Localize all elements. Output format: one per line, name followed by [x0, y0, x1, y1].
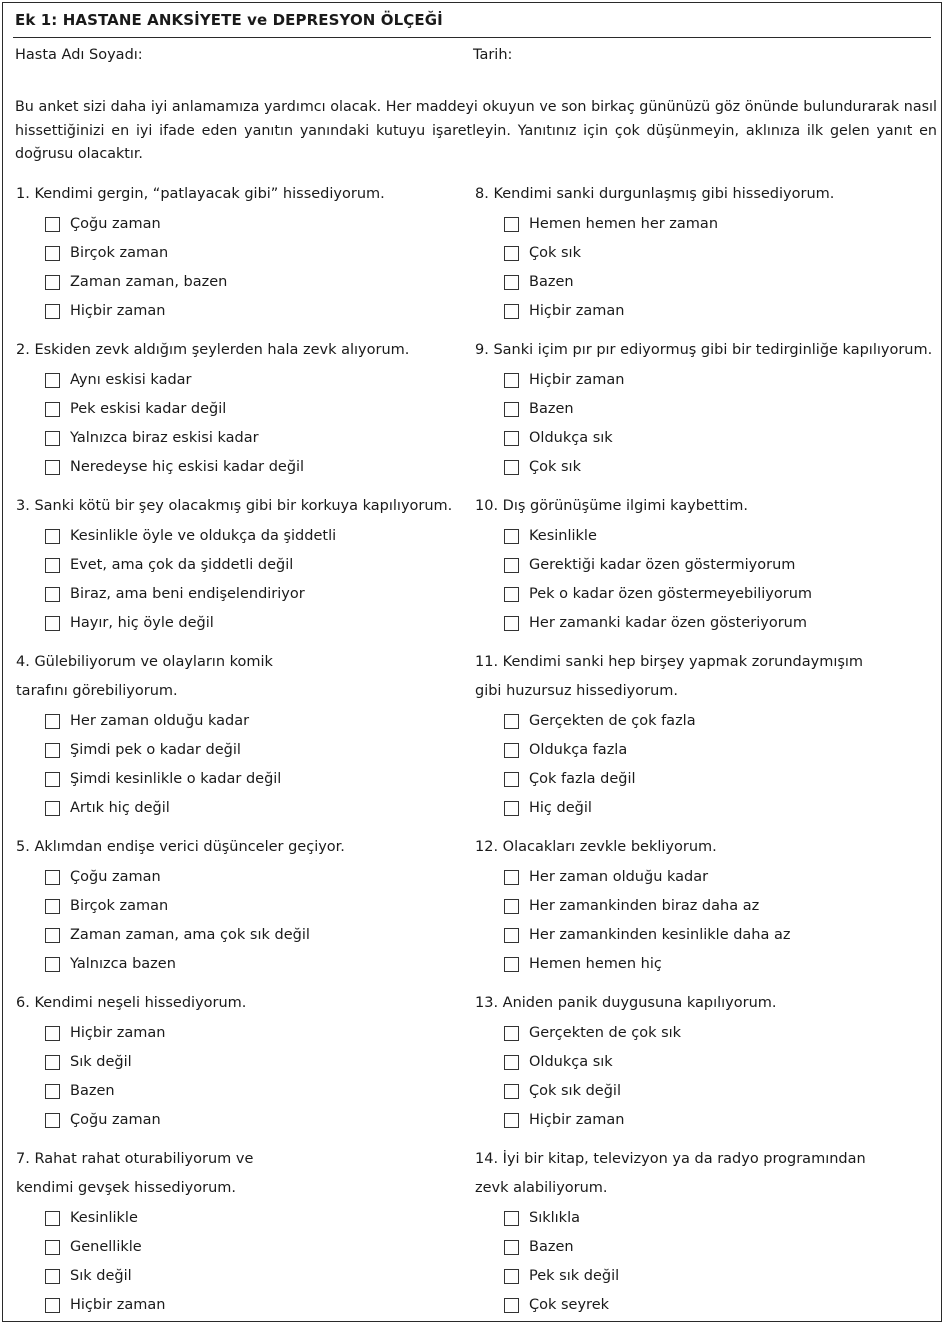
- answer-option[interactable]: [16, 455, 478, 484]
- question-text: 10. Dış görünüşüme ilgimi kaybettim.: [475, 498, 748, 514]
- checkbox[interactable]: [45, 558, 60, 573]
- answer-option-label: Kesinlikle öyle ve oldukça da şiddetli: [70, 528, 337, 544]
- question-text: 5. Aklımdan endişe verici düşünceler geçiyor.: [16, 839, 345, 855]
- checkbox[interactable]: [45, 714, 60, 729]
- answer-option-label: Pek o kadar özen göstermeyebiliyorum: [529, 586, 813, 602]
- answer-option-label: Hiçbir zaman: [70, 1297, 166, 1313]
- checkbox[interactable]: [45, 616, 60, 631]
- question-text: 2. Eskiden zevk aldığım şeylerden hala zevk alıyorum.: [16, 342, 410, 358]
- answer-option-label: Her zamanki kadar özen gösteriyorum: [529, 615, 807, 631]
- answer-option-label: Çok seyrek: [529, 1297, 610, 1313]
- answer-option[interactable]: [475, 738, 937, 767]
- answer-option[interactable]: [475, 553, 937, 582]
- answer-option-label: Bazen: [70, 1083, 115, 1099]
- answer-option-label: Evet, ama çok da şiddetli değil: [70, 557, 294, 573]
- answer-option-label: Yalnızca bazen: [70, 956, 176, 972]
- answer-option-label: Yalnızca biraz eskisi kadar: [70, 430, 259, 446]
- checkbox[interactable]: [504, 558, 519, 573]
- answer-option[interactable]: [475, 796, 937, 825]
- answer-option[interactable]: [16, 241, 478, 270]
- answer-option-label: Birçok zaman: [70, 245, 169, 261]
- checkbox[interactable]: [504, 587, 519, 602]
- checkbox[interactable]: [45, 801, 60, 816]
- answer-option-label: Her zamankinden biraz daha az: [529, 898, 760, 914]
- answer-option[interactable]: [475, 923, 937, 952]
- answer-option[interactable]: [475, 524, 937, 553]
- answer-option-label: Sık değil: [70, 1268, 132, 1284]
- answer-option-label: Genellikle: [70, 1239, 142, 1255]
- form-title: Ek 1: HASTANE ANKSİYETE ve DEPRESYON ÖLÇEĞİ: [15, 11, 443, 29]
- checkbox[interactable]: [504, 275, 519, 290]
- checkbox[interactable]: [45, 460, 60, 475]
- checkbox[interactable]: [45, 1211, 60, 1226]
- answer-option-label: Kesinlikle: [529, 528, 597, 544]
- answer-option[interactable]: [475, 1235, 937, 1264]
- checkbox[interactable]: [45, 1240, 60, 1255]
- question-block: [16, 992, 478, 1137]
- answer-option[interactable]: [16, 796, 478, 825]
- answer-option-label: Pek eskisi kadar değil: [70, 401, 227, 417]
- question-block: [475, 1148, 937, 1322]
- answer-option[interactable]: [475, 582, 937, 611]
- answer-option-label: Hemen hemen hiç: [529, 956, 662, 972]
- answer-option[interactable]: [475, 1206, 937, 1235]
- question-text: 3. Sanki kötü bir şey olacakmış gibi bir korkuya kapılıyorum.: [16, 498, 453, 514]
- answer-option-label: Hiçbir zaman: [529, 1112, 625, 1128]
- checkbox[interactable]: [504, 460, 519, 475]
- answer-option[interactable]: [16, 426, 478, 455]
- answer-option[interactable]: [16, 952, 478, 981]
- question-text: gibi huzursuz hissediyorum.: [475, 683, 678, 699]
- checkbox[interactable]: [45, 1269, 60, 1284]
- question-block: [16, 651, 478, 825]
- question-block: [16, 1148, 478, 1322]
- answer-option-label: Aynı eskisi kadar: [70, 372, 192, 388]
- question-text: 13. Aniden panik duygusuna kapılıyorum.: [475, 995, 777, 1011]
- question-block: [16, 836, 478, 981]
- answer-option-label: Oldukça sık: [529, 430, 613, 446]
- checkbox[interactable]: [504, 1269, 519, 1284]
- answer-option[interactable]: [16, 1050, 478, 1079]
- answer-option[interactable]: [16, 299, 478, 328]
- answer-option-label: Birçok zaman: [70, 898, 169, 914]
- answer-option[interactable]: [16, 865, 478, 894]
- checkbox[interactable]: [504, 899, 519, 914]
- question-text: tarafını görebiliyorum.: [16, 683, 178, 699]
- answer-option[interactable]: [475, 894, 937, 923]
- checkbox[interactable]: [504, 772, 519, 787]
- answer-option-label: Her zamankinden kesinlikle daha az: [529, 927, 791, 943]
- checkbox[interactable]: [504, 1211, 519, 1226]
- question-text: 11. Kendimi sanki hep birşey yapmak zorundaymışım: [475, 654, 864, 670]
- checkbox[interactable]: [45, 275, 60, 290]
- answer-option-label: Pek sık değil: [529, 1268, 620, 1284]
- questionnaire-frame: [2, 2, 942, 1322]
- answer-option-label: Zaman zaman, ama çok sık değil: [70, 927, 310, 943]
- answer-option[interactable]: [475, 611, 937, 640]
- answer-option-label: Bazen: [529, 274, 574, 290]
- checkbox[interactable]: [45, 402, 60, 417]
- date-label: Tarih:: [473, 47, 513, 63]
- answer-option[interactable]: [475, 865, 937, 894]
- question-block: [475, 651, 937, 825]
- answer-option[interactable]: [475, 455, 937, 484]
- answer-option[interactable]: [16, 894, 478, 923]
- question-block: [475, 992, 937, 1137]
- answer-option[interactable]: [16, 1108, 478, 1137]
- answer-option-label: Her zaman olduğu kadar: [529, 869, 709, 885]
- answer-option-label: Hiç değil: [529, 800, 592, 816]
- checkbox[interactable]: [504, 928, 519, 943]
- title-divider: [13, 37, 931, 38]
- question-block: [475, 183, 937, 328]
- answer-option-label: Bazen: [529, 401, 574, 417]
- answer-option[interactable]: [16, 611, 478, 640]
- question-block: [16, 183, 478, 328]
- answer-option[interactable]: [16, 1206, 478, 1235]
- answer-option-label: Çok fazla değil: [529, 771, 636, 787]
- answer-option[interactable]: [16, 397, 478, 426]
- question-text: 1. Kendimi gergin, “patlayacak gibi” hissediyorum.: [16, 186, 385, 202]
- patient-name-label: Hasta Adı Soyadı:: [15, 47, 143, 63]
- checkbox[interactable]: [504, 743, 519, 758]
- checkbox[interactable]: [45, 957, 60, 972]
- checkbox[interactable]: [45, 743, 60, 758]
- question-block: [475, 836, 937, 981]
- answer-option[interactable]: [475, 1293, 937, 1322]
- checkbox[interactable]: [504, 373, 519, 388]
- answer-option-label: Çok sık: [529, 245, 581, 261]
- checkbox[interactable]: [45, 217, 60, 232]
- checkbox[interactable]: [45, 1113, 60, 1128]
- checkbox[interactable]: [45, 304, 60, 319]
- checkbox[interactable]: [504, 431, 519, 446]
- answer-option[interactable]: [16, 270, 478, 299]
- answer-option-label: Gerçekten de çok fazla: [529, 713, 696, 729]
- answer-option-label: Artık hiç değil: [70, 800, 170, 816]
- question-text: 4. Gülebiliyorum ve olayların komik: [16, 654, 273, 670]
- question-text: 12. Olacakları zevkle bekliyorum.: [475, 839, 717, 855]
- answer-option-label: Hayır, hiç öyle değil: [70, 615, 214, 631]
- checkbox[interactable]: [504, 616, 519, 631]
- answer-option[interactable]: [16, 1079, 478, 1108]
- answer-option-label: Hiçbir zaman: [70, 303, 166, 319]
- answer-option[interactable]: [16, 212, 478, 241]
- answer-option[interactable]: [475, 241, 937, 270]
- answer-option-label: Sık değil: [70, 1054, 132, 1070]
- answer-option[interactable]: [475, 426, 937, 455]
- checkbox[interactable]: [504, 402, 519, 417]
- checkbox[interactable]: [504, 529, 519, 544]
- answer-option[interactable]: [16, 553, 478, 582]
- answer-option-label: Biraz, ama beni endişelendiriyor: [70, 586, 305, 602]
- answer-option-label: Bazen: [529, 1239, 574, 1255]
- checkbox[interactable]: [45, 772, 60, 787]
- checkbox[interactable]: [45, 1298, 60, 1313]
- answer-option-label: Çoğu zaman: [70, 216, 161, 232]
- answer-option-label: Her zaman olduğu kadar: [70, 713, 250, 729]
- answer-option-label: Çok sık değil: [529, 1083, 621, 1099]
- checkbox[interactable]: [45, 899, 60, 914]
- instructions-text: Bu anket sizi daha iyi anlamamıza yardımcı olacak. Her maddeyi okuyun ve son birkaç gününüzü göz önünde bulundurarak nasıl hissettiğinizi en iyi ifade eden yanıtın yanındaki kutuyu işaretleyin. Yanıtınız için çok düşünmeyin, aklınıza ilk gelen yanıt en doğrusu olacaktır.: [15, 99, 937, 162]
- checkbox[interactable]: [504, 1240, 519, 1255]
- answer-option[interactable]: [475, 299, 937, 328]
- question-text: 14. İyi bir kitap, televizyon ya da radyo programından: [475, 1151, 866, 1167]
- answer-option[interactable]: [16, 1021, 478, 1050]
- checkbox[interactable]: [504, 1026, 519, 1041]
- answer-option[interactable]: [16, 767, 478, 796]
- answer-option-label: Gerçekten de çok sık: [529, 1025, 682, 1041]
- question-text: 8. Kendimi sanki durgunlaşmış gibi hissediyorum.: [475, 186, 835, 202]
- answer-option-label: Oldukça sık: [529, 1054, 613, 1070]
- checkbox[interactable]: [504, 217, 519, 232]
- answer-option-label: Hiçbir zaman: [529, 372, 625, 388]
- answer-option[interactable]: [475, 1264, 937, 1293]
- answer-option-label: Neredeyse hiç eskisi kadar değil: [70, 459, 305, 475]
- question-block: [16, 339, 478, 484]
- answer-option-label: Şimdi pek o kadar değil: [70, 742, 241, 758]
- question-block: [475, 495, 937, 640]
- answer-option[interactable]: [475, 368, 937, 397]
- checkbox[interactable]: [504, 304, 519, 319]
- answer-option[interactable]: [16, 1264, 478, 1293]
- question-text: 9. Sanki içim pır pır ediyormuş gibi bir tedirginliğe kapılıyorum.: [475, 342, 933, 358]
- checkbox[interactable]: [45, 1026, 60, 1041]
- checkbox[interactable]: [504, 801, 519, 816]
- checkbox[interactable]: [45, 587, 60, 602]
- question-block: [16, 495, 478, 640]
- answer-option-label: Şimdi kesinlikle o kadar değil: [70, 771, 282, 787]
- answer-option[interactable]: [16, 368, 478, 397]
- question-text: 6. Kendimi neşeli hissediyorum.: [16, 995, 247, 1011]
- checkbox[interactable]: [45, 1055, 60, 1070]
- checkbox[interactable]: [45, 373, 60, 388]
- answer-option[interactable]: [475, 952, 937, 981]
- question-text: zevk alabiliyorum.: [475, 1180, 608, 1196]
- answer-option[interactable]: [16, 1293, 478, 1322]
- answer-option-label: Hiçbir zaman: [70, 1025, 166, 1041]
- checkbox[interactable]: [504, 714, 519, 729]
- answer-option[interactable]: [475, 1050, 937, 1079]
- checkbox[interactable]: [45, 1084, 60, 1099]
- checkbox[interactable]: [504, 1055, 519, 1070]
- question-text: kendimi gevşek hissediyorum.: [16, 1180, 236, 1196]
- answer-option[interactable]: [475, 397, 937, 426]
- checkbox[interactable]: [45, 870, 60, 885]
- answer-option-label: Hemen hemen her zaman: [529, 216, 719, 232]
- answer-option-label: Çoğu zaman: [70, 1112, 161, 1128]
- answer-option[interactable]: [475, 1079, 937, 1108]
- answer-option[interactable]: [16, 582, 478, 611]
- checkbox[interactable]: [504, 1084, 519, 1099]
- answer-option-label: Sıklıkla: [529, 1210, 580, 1226]
- answer-option[interactable]: [16, 524, 478, 553]
- answer-option[interactable]: [16, 709, 478, 738]
- answer-option[interactable]: [475, 1021, 937, 1050]
- answer-option-label: Çoğu zaman: [70, 869, 161, 885]
- checkbox[interactable]: [504, 1113, 519, 1128]
- answer-option-label: Çok sık: [529, 459, 581, 475]
- answer-option[interactable]: [16, 1235, 478, 1264]
- question-block: [475, 339, 937, 484]
- answer-option[interactable]: [475, 1108, 937, 1137]
- answer-option-label: Kesinlikle: [70, 1210, 138, 1226]
- question-text: 7. Rahat rahat oturabiliyorum ve: [16, 1151, 254, 1167]
- checkbox[interactable]: [45, 246, 60, 261]
- answer-option[interactable]: [475, 709, 937, 738]
- answer-option[interactable]: [475, 212, 937, 241]
- checkbox[interactable]: [45, 529, 60, 544]
- answer-option[interactable]: [16, 738, 478, 767]
- answer-option[interactable]: [475, 270, 937, 299]
- checkbox[interactable]: [504, 870, 519, 885]
- answer-option-label: Hiçbir zaman: [529, 303, 625, 319]
- answer-option-label: Gerektiği kadar özen göstermiyorum: [529, 557, 796, 573]
- checkbox[interactable]: [504, 1298, 519, 1313]
- checkbox[interactable]: [504, 957, 519, 972]
- checkbox[interactable]: [504, 246, 519, 261]
- answer-option[interactable]: [475, 767, 937, 796]
- answer-option-label: Zaman zaman, bazen: [70, 274, 228, 290]
- checkbox[interactable]: [45, 431, 60, 446]
- answer-option-label: Oldukça fazla: [529, 742, 628, 758]
- checkbox[interactable]: [45, 928, 60, 943]
- answer-option[interactable]: [16, 923, 478, 952]
